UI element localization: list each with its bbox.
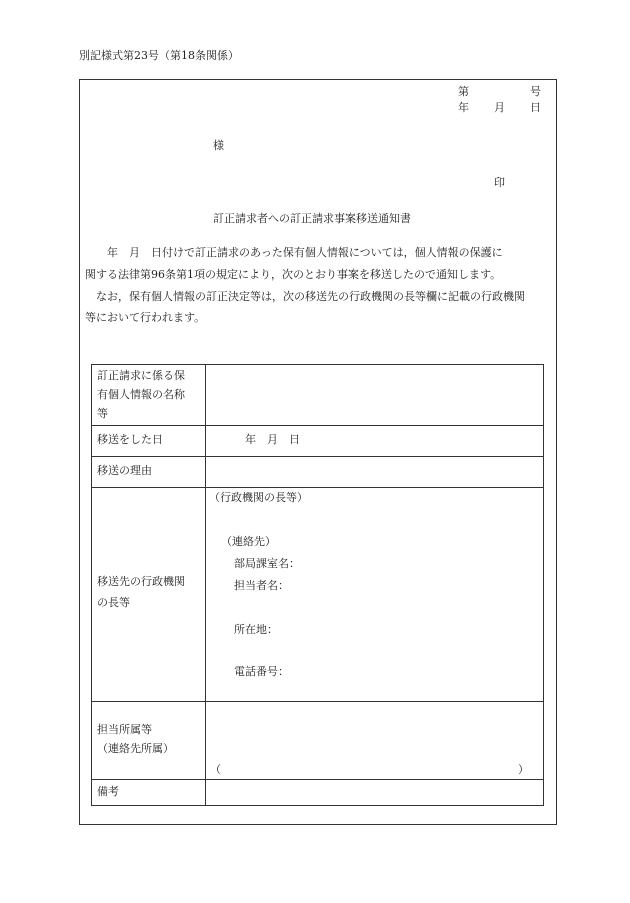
row4-label-line2: の長等 [97,596,130,609]
body-para2-line1: なお，保有個人情報の訂正決定等は，次の移送先の行政機関の長等欄に記載の行政機関 [85,290,525,303]
date-year: 年 [458,101,469,114]
row6-label: 備考 [97,785,119,798]
doc-number-suffix: 号 [530,85,541,98]
row-divider [92,487,543,488]
body-para1-line2: 関する法律第96条第1項の規定により，次のとおり事案を移送したので通知します。 [85,268,502,281]
body-para2-line2: 等において行われます。 [85,311,206,324]
row-divider [92,425,543,426]
row1-label-line2: 有個人情報の名称 [97,388,185,401]
row5-paren-open: （ [210,763,221,776]
row2-value: 年 月 日 [245,433,300,446]
row4-dept: 部局課室名： [234,557,300,570]
row1-label-line1: 訂正請求に係る保 [97,369,185,382]
row4-head: （行政機関の長等） [209,491,308,504]
body-para1-line1: 年 月 日付けで訂正請求のあった保有個人情報については，個人情報の保護に [85,246,503,259]
row5-label-line1: 担当所属等 [97,723,152,736]
row5-paren-close: ） [518,763,529,776]
row-divider [92,779,543,780]
row3-label: 移送の理由 [97,464,152,477]
row4-person: 担当者名： [234,579,289,592]
row-divider [92,701,543,702]
row4-contact: （連絡先） [221,535,276,548]
row4-label-line1: 移送先の行政機関 [97,575,185,588]
date-day: 日 [530,101,541,114]
row5-label-line2: （連絡先所属） [97,742,174,755]
form-number: 別記様式第23号（第18条関係） [79,49,239,62]
row1-label-line3: 等 [97,407,108,420]
seal-mark: 印 [494,176,505,189]
row4-address: 所在地： [234,623,278,636]
table-column-divider [205,365,206,805]
addressee-sama: 様 [213,139,224,152]
row4-phone: 電話番号： [234,665,289,678]
document-title: 訂正請求者への訂正請求事案移送通知書 [213,212,411,225]
doc-number-prefix: 第 [458,85,469,98]
row2-label: 移送をした日 [97,433,163,446]
row-divider [92,456,543,457]
date-month: 月 [494,101,505,114]
